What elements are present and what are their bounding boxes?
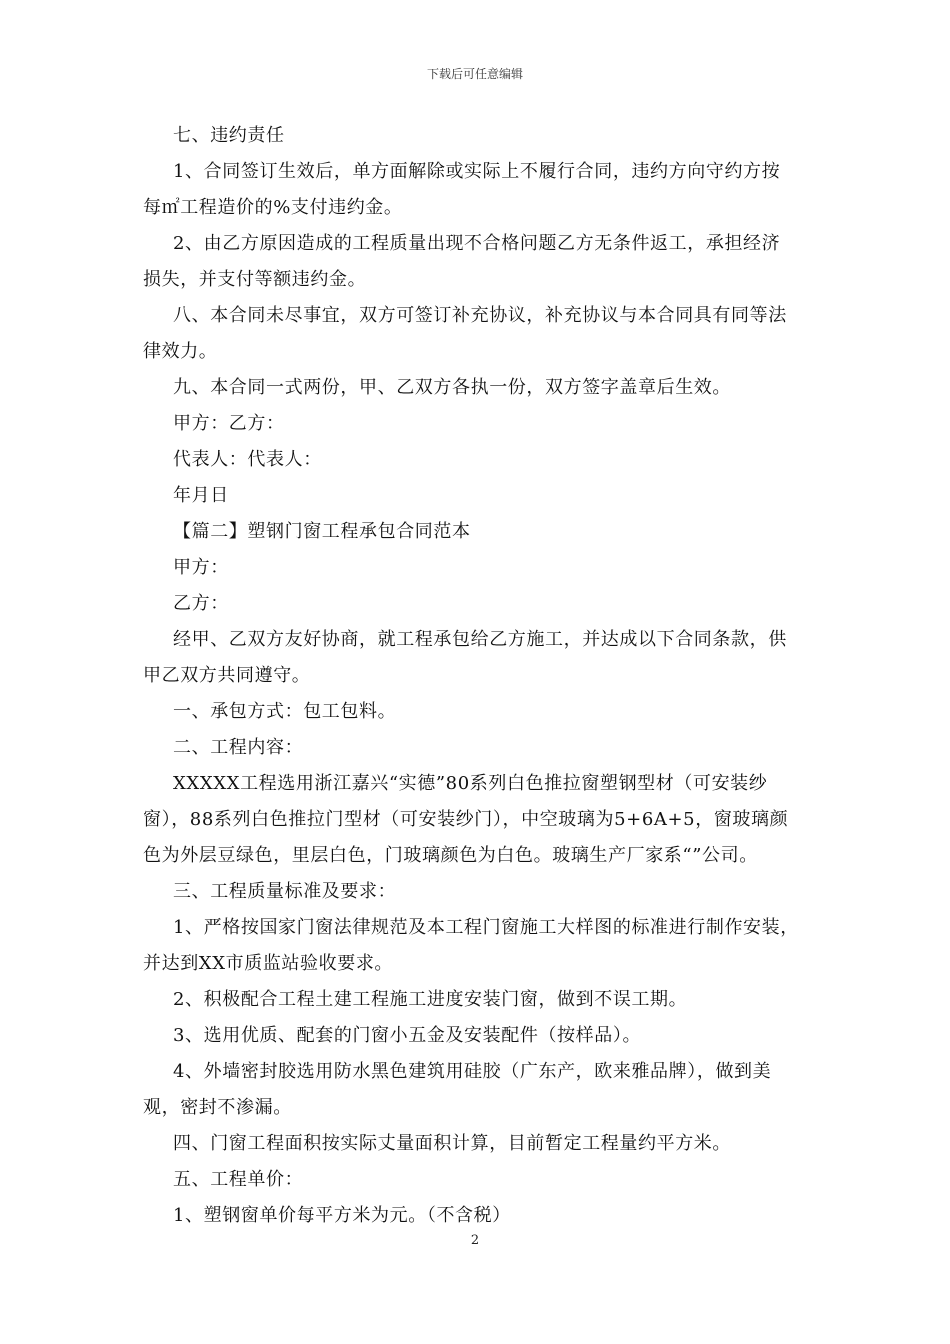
paragraph-line: 1、合同签订生效后，单方面解除或实际上不履行合同，违约方向守约方按	[173, 161, 781, 182]
paragraph-line: 2、由乙方原因造成的工程质量出现不合格问题乙方无条件返工，承担经济	[173, 233, 781, 254]
paragraph-line: 1、严格按国家门窗法律规范及本工程门窗施工大样图的标准进行制作安装，	[173, 917, 799, 938]
clause-area-calculation: 四、门窗工程面积按实际丈量面积计算，目前暂定工程量约平方米。	[173, 1133, 731, 1154]
paragraph-line: 窗），88系列白色推拉门型材（可安装纱门），中空玻璃为5+6A+5，窗玻璃颜	[143, 809, 789, 830]
paragraph-line: 损失，并支付等额违约金。	[143, 269, 367, 290]
paragraph-line: 九、本合同一式两份，甲、乙双方各执一份，双方签字盖章后生效。	[173, 377, 731, 398]
clause-contract-method: 一、承包方式：包工包料。	[173, 701, 397, 722]
page-header: 下载后可任意编辑	[426, 67, 523, 81]
paragraph-line: 4、外墙密封胶选用防水黑色建筑用硅胶（广东产，欧来雅品牌），做到美	[173, 1061, 772, 1082]
paragraph-line: 1、塑钢窗单价每平方米为元。（不含税）	[173, 1205, 511, 1226]
paragraph-line: 2、积极配合工程土建工程施工进度安装门窗，做到不误工期。	[173, 989, 688, 1010]
paragraph-line: XXXXX工程选用浙江嘉兴“实德”80系列白色推拉窗塑钢型材（可安装纱	[173, 773, 768, 794]
page-number: 2	[470, 1233, 480, 1248]
paragraph-line: 3、选用优质、配套的门窗小五金及安装配件（按样品）。	[173, 1025, 642, 1046]
section-heading-breach-liability: 七、违约责任	[173, 125, 285, 146]
paragraph-line: 每㎡工程造价的%支付违约金。	[143, 197, 403, 218]
party-a-line: 甲方：	[173, 557, 229, 578]
signature-representative-line: 代表人：代表人：	[173, 449, 322, 470]
document-body	[143, 118, 807, 1234]
clause-project-content: 二、工程内容：	[173, 737, 304, 758]
paragraph-line: 律效力。	[143, 341, 218, 362]
paragraph-line: 并达到XX市质监站验收要求。	[143, 953, 394, 974]
paragraph-line: 八、本合同未尽事宜，双方可签订补充协议，补充协议与本合同具有同等法	[173, 305, 787, 326]
clause-quality-standards: 三、工程质量标准及要求：	[173, 881, 397, 902]
paragraph-line: 甲乙双方共同遵守。	[143, 665, 311, 686]
paragraph-line: 色为外层豆绿色，里层白色，门玻璃颜色为白色。玻璃生产厂家系“”公司。	[143, 845, 758, 866]
paragraph-line: 经甲、乙双方友好协商，就工程承包给乙方施工，并达成以下合同条款，供	[173, 629, 787, 650]
signature-date-line: 年月日	[173, 485, 229, 506]
clause-unit-price: 五、工程单价：	[173, 1169, 304, 1190]
signature-party-line: 甲方：乙方：	[173, 413, 285, 434]
section-title-part-two: 【篇二】塑钢门窗工程承包合同范本	[173, 521, 471, 542]
party-b-line: 乙方：	[173, 593, 229, 614]
paragraph-line: 观，密封不渗漏。	[143, 1097, 292, 1118]
